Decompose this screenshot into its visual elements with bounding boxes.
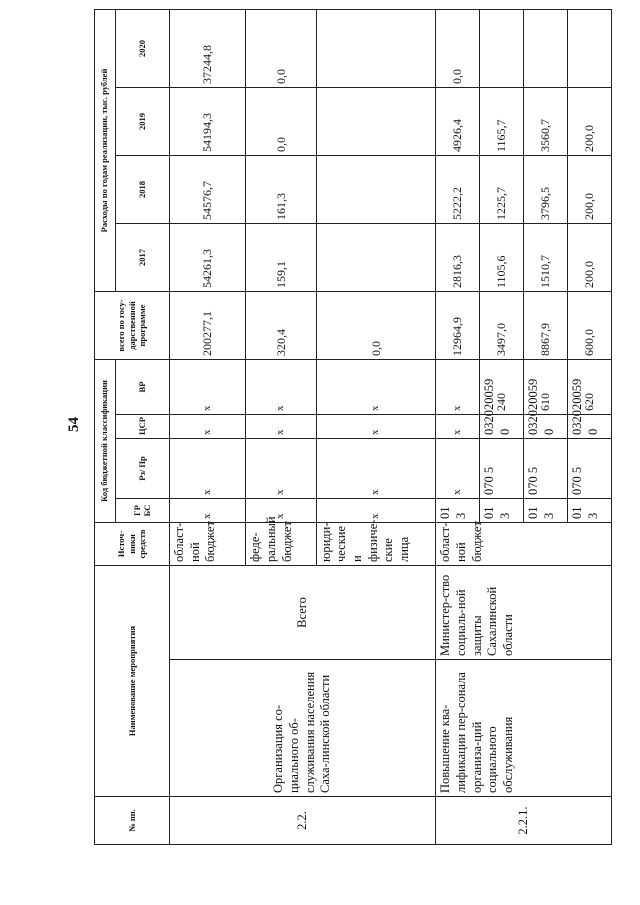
csr-cell: 032020059 0 — [568, 415, 612, 439]
csr-cell: 032020059 0 — [480, 415, 524, 439]
section-221-name: Повышение ква-лификации пер-сонала организа-ций социального обслуживания — [436, 660, 612, 797]
header-budget-code: Код бюджетной классификации — [95, 360, 116, 523]
rzpr-cell: x — [170, 439, 246, 499]
csr-cell: x — [316, 415, 436, 439]
value-2019: 4926,4 — [436, 88, 480, 156]
grbs-cell: 01 3 — [480, 499, 524, 523]
section-22-name: Организация со-циального об-служивания населения Саха-линской области — [170, 660, 436, 797]
vr-cell: x — [246, 360, 316, 415]
value-2018 — [316, 156, 436, 224]
csr-cell: x — [246, 415, 316, 439]
source-cell: феде-ральный бюджет — [246, 523, 316, 566]
section-221-source: област-ной бюджет — [436, 523, 612, 566]
value-2017: 1105,6 — [480, 224, 524, 292]
header-source: Источ-ники средств — [95, 523, 170, 566]
section-221-num: 2.2.1. — [436, 797, 612, 845]
grbs-cell: 01 3 — [524, 499, 568, 523]
rzpr-cell: 070 5 — [568, 439, 612, 499]
value-2018: 161,3 — [246, 156, 316, 224]
value-2017: 1510,7 — [524, 224, 568, 292]
grbs-cell: 01 3 — [568, 499, 612, 523]
total-cell: 200277,1 — [170, 292, 246, 360]
value-2018: 3796,5 — [524, 156, 568, 224]
source-cell: юриди-ческие и физиче-ские лица — [316, 523, 436, 566]
csr-cell: x — [170, 415, 246, 439]
value-2020: 0,0 — [246, 9, 316, 87]
vr-cell: x — [170, 360, 246, 415]
total-cell: 0,0 — [316, 292, 436, 360]
section-22-num: 2.2. — [170, 797, 436, 845]
header-total: всего по госу-дарственной программе — [95, 292, 170, 360]
rzpr-cell: x — [246, 439, 316, 499]
total-cell: 8867,9 — [524, 292, 568, 360]
vr-cell: x — [436, 360, 480, 415]
value-2019 — [316, 88, 436, 156]
grbs-cell: x — [170, 499, 246, 523]
value-2019: 1165,7 — [480, 88, 524, 156]
total-cell: 12964,9 — [436, 292, 480, 360]
rzpr-cell: x — [436, 439, 480, 499]
header-name: Наименование мероприятия — [95, 566, 170, 797]
header-years: Расходы по годам реализации, тыс. рублей — [95, 9, 116, 291]
source-cell: област-ной бюджет — [170, 523, 246, 566]
rotated-table-container — [94, 30, 612, 845]
vr-cell: 610 — [524, 360, 568, 415]
page-number: 54 — [66, 417, 82, 432]
header-2017: 2017 — [115, 224, 170, 292]
value-2018: 1225,7 — [480, 156, 524, 224]
section-221-executor: Министер-ство социаль-ной защиты Сахалинской области — [436, 566, 612, 660]
grbs-cell: x — [246, 499, 316, 523]
value-2020 — [568, 9, 612, 87]
rzpr-cell: 070 5 — [480, 439, 524, 499]
value-2020: 0,0 — [436, 9, 480, 87]
header-vr: ВР — [115, 360, 170, 415]
value-2017: 54261,3 — [170, 224, 246, 292]
header-2020: 2020 — [115, 9, 170, 87]
rzpr-cell: x — [316, 439, 436, 499]
grbs-cell: x — [316, 499, 436, 523]
header-grbs: ГР БС — [115, 499, 170, 523]
value-2019: 200,0 — [568, 88, 612, 156]
value-2020 — [480, 9, 524, 87]
value-2020 — [316, 9, 436, 87]
csr-cell: x — [436, 415, 480, 439]
value-2020 — [524, 9, 568, 87]
value-2019: 0,0 — [246, 88, 316, 156]
header-num: № пп. — [95, 797, 170, 845]
vr-cell: x — [316, 360, 436, 415]
value-2017: 159,1 — [246, 224, 316, 292]
csr-cell: 032020059 0 — [524, 415, 568, 439]
budget-table — [94, 9, 612, 845]
value-2017: 200,0 — [568, 224, 612, 292]
value-2018: 5222,2 — [436, 156, 480, 224]
total-cell: 600,0 — [568, 292, 612, 360]
header-2019: 2019 — [115, 88, 170, 156]
grbs-cell: 01 3 — [436, 499, 480, 523]
vr-cell: 240 — [480, 360, 524, 415]
section-22-executor: Всего — [170, 566, 436, 660]
header-2018: 2018 — [115, 156, 170, 224]
rzpr-cell: 070 5 — [524, 439, 568, 499]
value-2018: 54576,7 — [170, 156, 246, 224]
value-2019: 3560,7 — [524, 88, 568, 156]
value-2017 — [316, 224, 436, 292]
table-row — [436, 9, 480, 844]
header-csr: ЦСР — [115, 415, 170, 439]
total-cell: 3497,0 — [480, 292, 524, 360]
value-2020: 37244,8 — [170, 9, 246, 87]
vr-cell: 620 — [568, 360, 612, 415]
value-2017: 2816,3 — [436, 224, 480, 292]
header-rzpr: Рз/ Пр — [115, 439, 170, 499]
table-row — [170, 9, 246, 844]
total-cell: 320,4 — [246, 292, 316, 360]
value-2019: 54194,3 — [170, 88, 246, 156]
value-2018: 200,0 — [568, 156, 612, 224]
